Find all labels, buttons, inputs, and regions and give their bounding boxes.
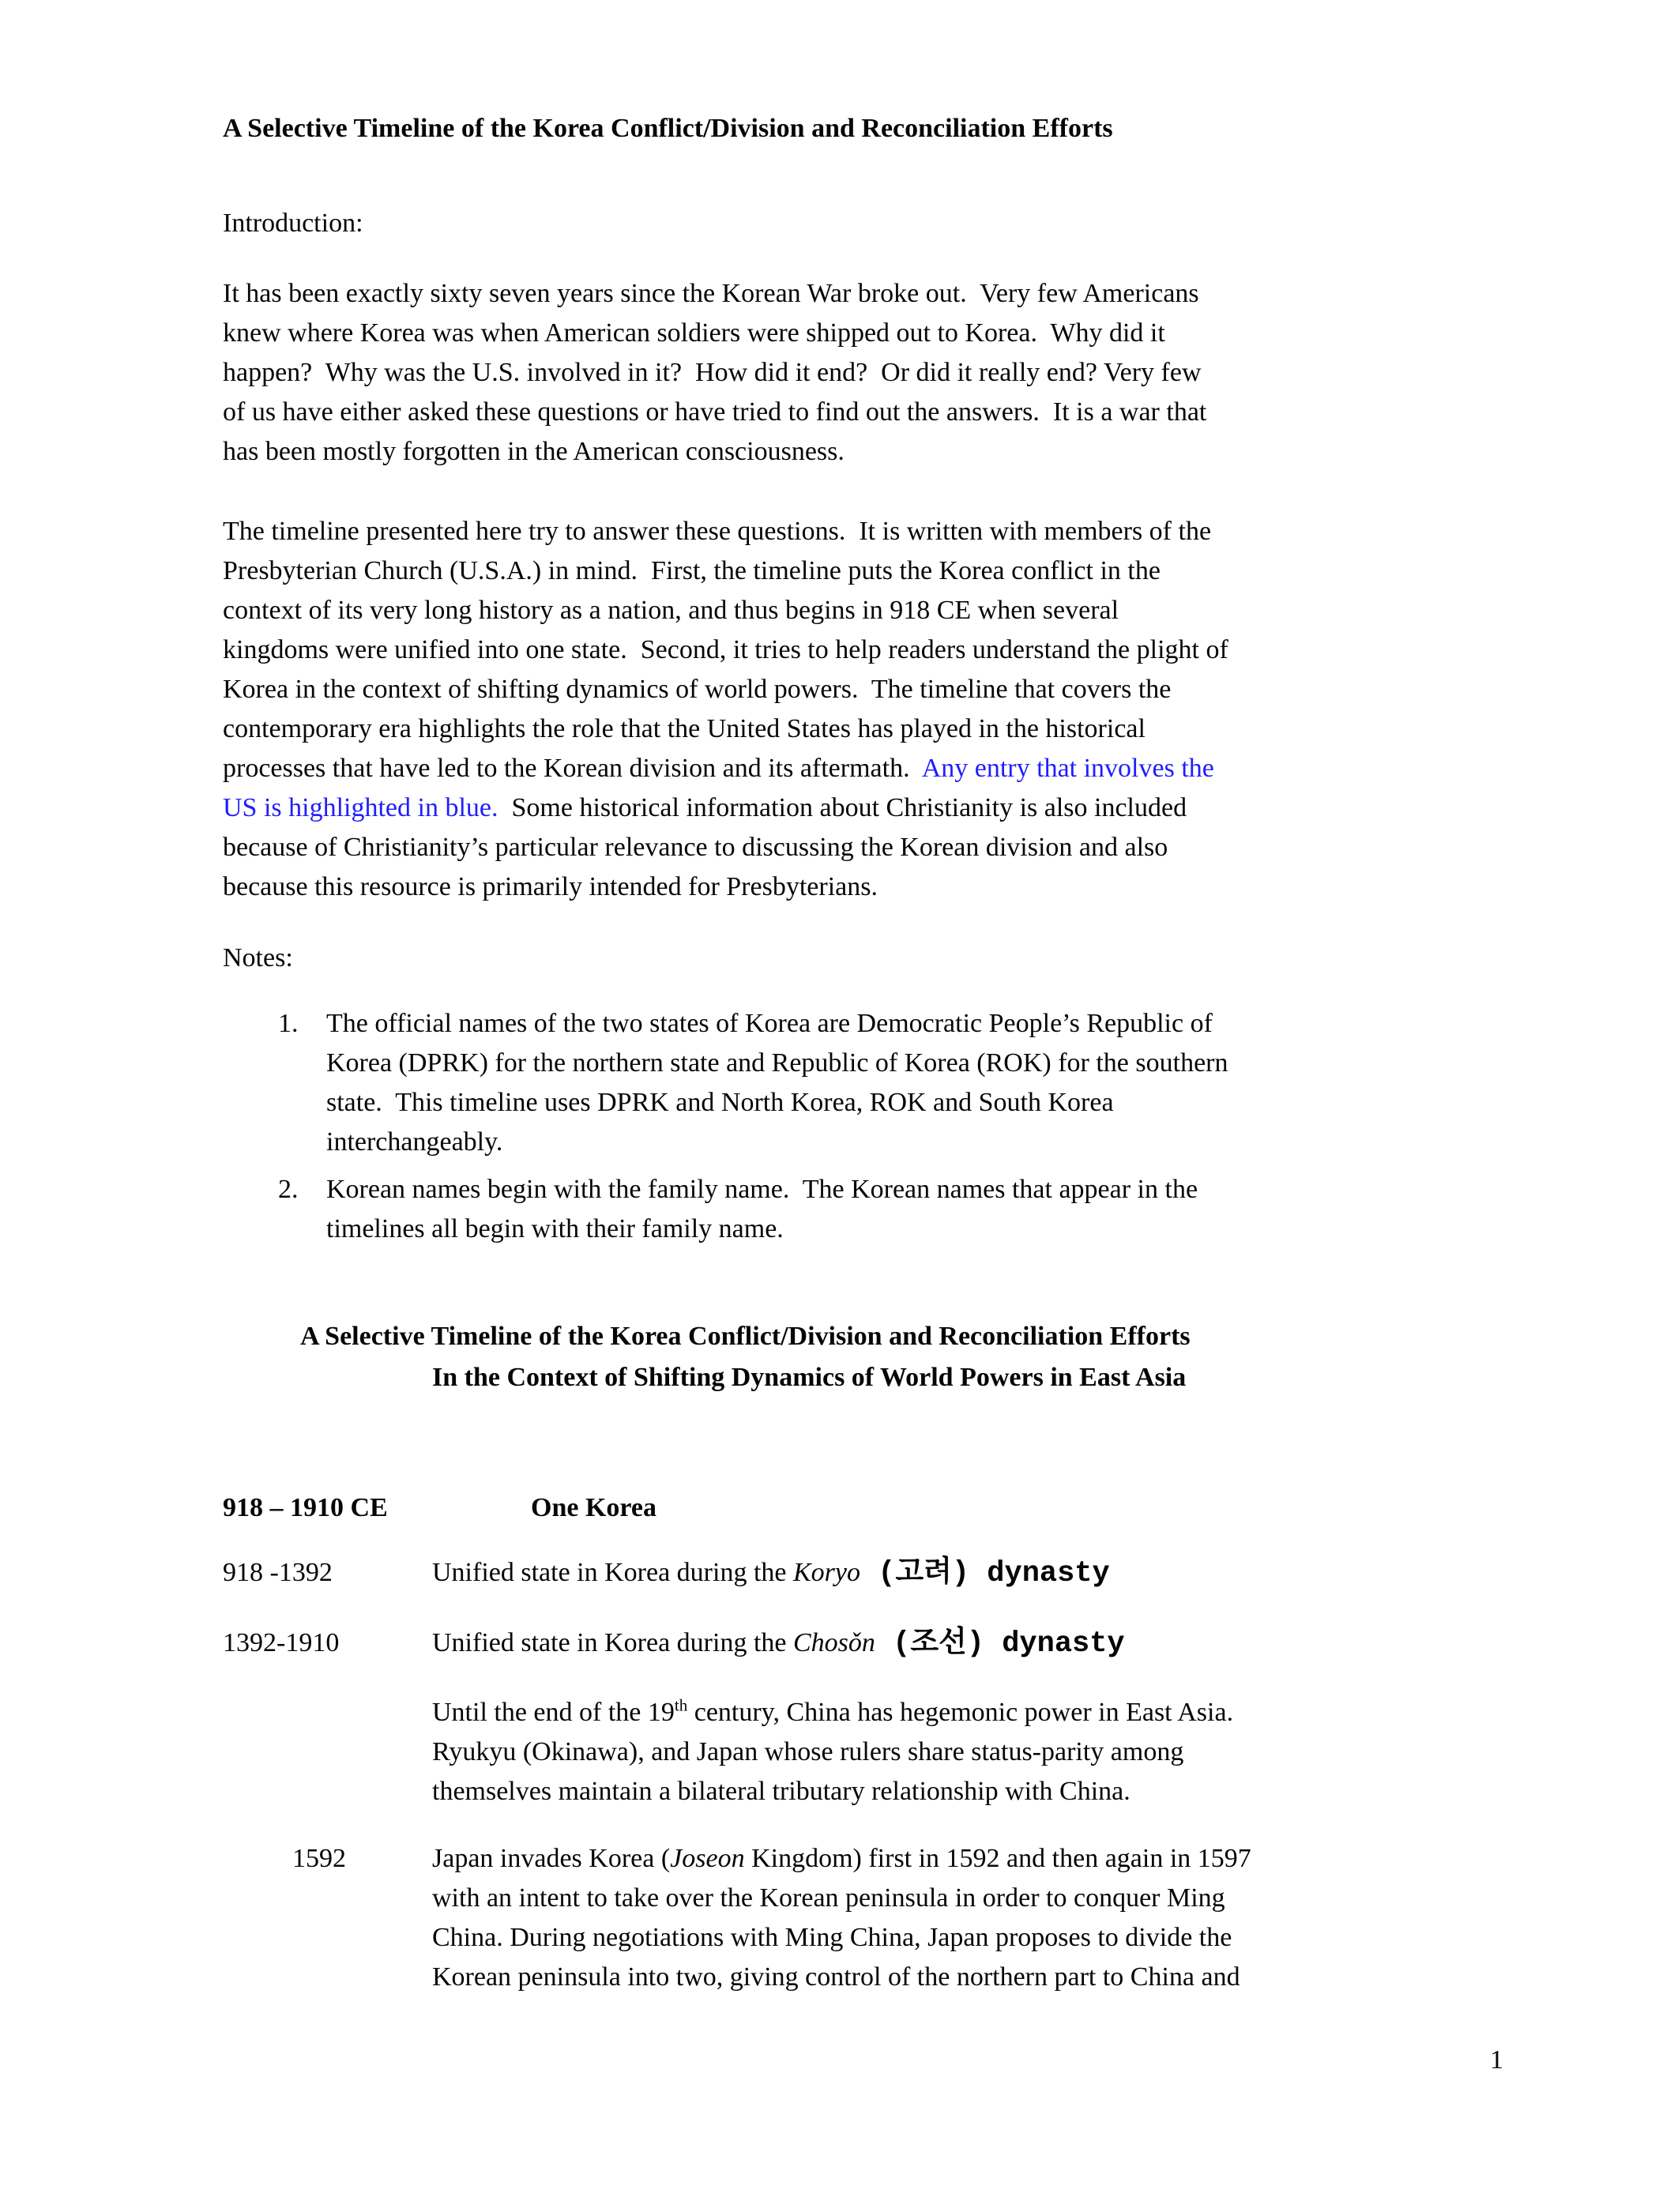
entry-year: 1592 [292, 1844, 346, 1873]
china-hegemony-paragraph [432, 1693, 1233, 1811]
entry-line [432, 1839, 1251, 1879]
entry-1592 [292, 1839, 1251, 1997]
paragraph-line [223, 749, 1228, 788]
us-highlight-text: Any entry that involves the [921, 754, 1214, 783]
paragraph-line: has been mostly forgotten in the American consciousness. [223, 437, 845, 466]
dynasty-name-koryo: Koryo [792, 1558, 860, 1587]
entry-year: 1392-1910 [223, 1628, 340, 1657]
entry-text-post: Kingdom) first in 1592 and then again in 1597 [744, 1844, 1251, 1873]
us-highlight-text: US is highlighted in blue. [223, 793, 498, 822]
kingdom-name-joseon: Joseon [670, 1844, 745, 1873]
paragraph-text: century, China has hegemonic power in East Asia. [687, 1698, 1234, 1727]
paragraph-line: because this resource is primarily intended for Presbyterians. [223, 872, 878, 901]
paragraph-text: Until the end of the 19 [432, 1698, 675, 1727]
paragraph-line [432, 1693, 1233, 1732]
paragraph-line: The timeline presented here try to answer these questions. It is written with members of the [223, 517, 1212, 546]
note-line: Korea (DPRK) for the northern state and Republic of Korea (ROK) for the southern [326, 1048, 1228, 1078]
note-item-2 [278, 1170, 1198, 1249]
entry-text [432, 1623, 1125, 1663]
paragraph-line: context of its very long history as a nation, and thus begins in 918 CE when several [223, 596, 1119, 625]
paragraph-text: processes that have led to the Korean division and its aftermath. [223, 754, 922, 783]
document-title: A Selective Timeline of the Korea Conflict/Division and Reconciliation Efforts [223, 114, 1113, 143]
note-line: interchangeably. [326, 1127, 503, 1157]
note-line: timelines all begin with their family name. [326, 1214, 784, 1243]
paragraph-line: Ryukyu (Okinawa), and Japan whose rulers share status-parity among [432, 1737, 1184, 1766]
paragraph-line: contemporary era highlights the role that the United States has played in the historical [223, 714, 1146, 743]
section-range: 918 – 1910 CE [223, 1493, 388, 1522]
paragraph-line: knew where Korea was when American soldiers were shipped out to Korea. Why did it [223, 318, 1165, 348]
introduction-label: Introduction: [223, 209, 363, 238]
ordinal-superscript: th [674, 1695, 688, 1715]
intro-paragraph-1 [223, 274, 1206, 472]
timeline-heading-line1: A Selective Timeline of the Korea Conflict/Division and Reconciliation Efforts [300, 1322, 1191, 1351]
paragraph-line: of us have either asked these questions or have tried to find out the answers. It is a war that [223, 397, 1207, 427]
paragraph-line: Korea in the context of shifting dynamics of world powers. The timeline that covers the [223, 675, 1172, 704]
timeline-heading-line2: In the Context of Shifting Dynamics of World Powers in East Asia [432, 1363, 1187, 1392]
paragraph-line [223, 788, 1228, 828]
note-line: The official names of the two states of Korea are Democratic People’s Republic of [326, 1009, 1213, 1038]
korean-hangul-text: (조선) dynasty [875, 1627, 1125, 1661]
page-number: 1 [1490, 2045, 1503, 2075]
entry-line: with an intent to take over the Korean peninsula in order to conquer Ming [432, 1883, 1225, 1913]
notes-label: Notes: [223, 943, 293, 972]
note-line: Korean names begin with the family name. The Korean names that appear in the [326, 1175, 1198, 1204]
paragraph-line: themselves maintain a bilateral tributary relationship with China. [432, 1777, 1130, 1806]
note-line: state. This timeline uses DPRK and North Korea, ROK and South Korea [326, 1088, 1114, 1117]
entry-text-pre: Unified state in Korea during the [432, 1558, 793, 1587]
paragraph-line: happen? Why was the U.S. involved in it? How did it end? Or did it really end? Very few [223, 358, 1202, 387]
entry-line: China. During negotiations with Ming China, Japan proposes to divide the [432, 1923, 1232, 1952]
paragraph-line: Presbyterian Church (U.S.A.) in mind. First, the timeline puts the Korea conflict in the [223, 556, 1161, 585]
dynasty-name-choson: Chosǒn [792, 1628, 875, 1657]
paragraph-line: It has been exactly sixty seven years since the Korean War broke out. Very few Americans [223, 279, 1199, 308]
note-item-1 [278, 1004, 1228, 1162]
paragraph-line: kingdoms were unified into one state. Second, it tries to help readers understand the plight of [223, 635, 1228, 664]
intro-paragraph-2 [223, 512, 1228, 907]
section-title: One Korea [531, 1493, 656, 1522]
entry-line: Korean peninsula into two, giving control of the northern part to China and [432, 1962, 1240, 1992]
paragraph-line: because of Christianity’s particular relevance to discussing the Korean division and also [223, 833, 1168, 862]
korean-hangul-text: (고려) dynasty [860, 1557, 1110, 1590]
entry-year: 918 -1392 [223, 1558, 333, 1587]
entry-text-pre: Japan invades Korea ( [432, 1844, 671, 1873]
entry-text [432, 1553, 1110, 1593]
entry-text-pre: Unified state in Korea during the [432, 1628, 793, 1657]
note-number: 1. [278, 1009, 299, 1038]
note-number: 2. [278, 1175, 299, 1204]
paragraph-text: Some historical information about Christianity is also included [498, 793, 1187, 822]
